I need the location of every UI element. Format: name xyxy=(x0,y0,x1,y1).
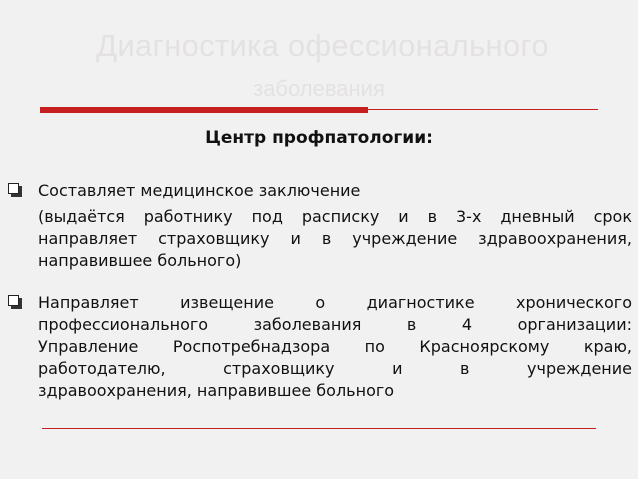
section-heading: Центр профпатологии: xyxy=(205,128,433,148)
bullet-2-line-2: профессионального заболевания в 4 организации: xyxy=(38,315,632,334)
bullet-item-1 xyxy=(38,180,632,272)
bullet-2-line-4: работодателю, страховщику и в учреждение xyxy=(38,359,632,378)
bullet-1-text: Составляет медицинское заключение xyxy=(38,181,361,200)
footer-divider-line xyxy=(42,428,596,429)
bullet-2-line-1: Направляет извещение о диагностике хронического xyxy=(38,293,632,312)
bullet-1-detail-line-3: направившее больного) xyxy=(38,251,242,270)
title-divider-line xyxy=(368,109,598,110)
slide-title: Диагностика офессионального xyxy=(96,28,549,63)
square-bullet-icon xyxy=(8,295,22,309)
bullet-item-2 xyxy=(38,292,632,402)
bullet-2-line-5: здравоохранения, направившее больного xyxy=(38,381,395,400)
title-accent-bar xyxy=(40,107,368,113)
bullet-2-line-3: Управление Роспотребнадзора по Красноярскому краю, xyxy=(38,337,632,356)
bullet-1-detail-line-2: направляет страховщику и в учреждение здравоохранения, xyxy=(38,229,632,248)
bullet-1-detail-line-1: (выдаётся работнику под расписку и в 3-х дневный срок xyxy=(38,207,632,226)
slide-subtitle: заболевания xyxy=(253,76,385,101)
square-bullet-icon xyxy=(8,183,22,197)
